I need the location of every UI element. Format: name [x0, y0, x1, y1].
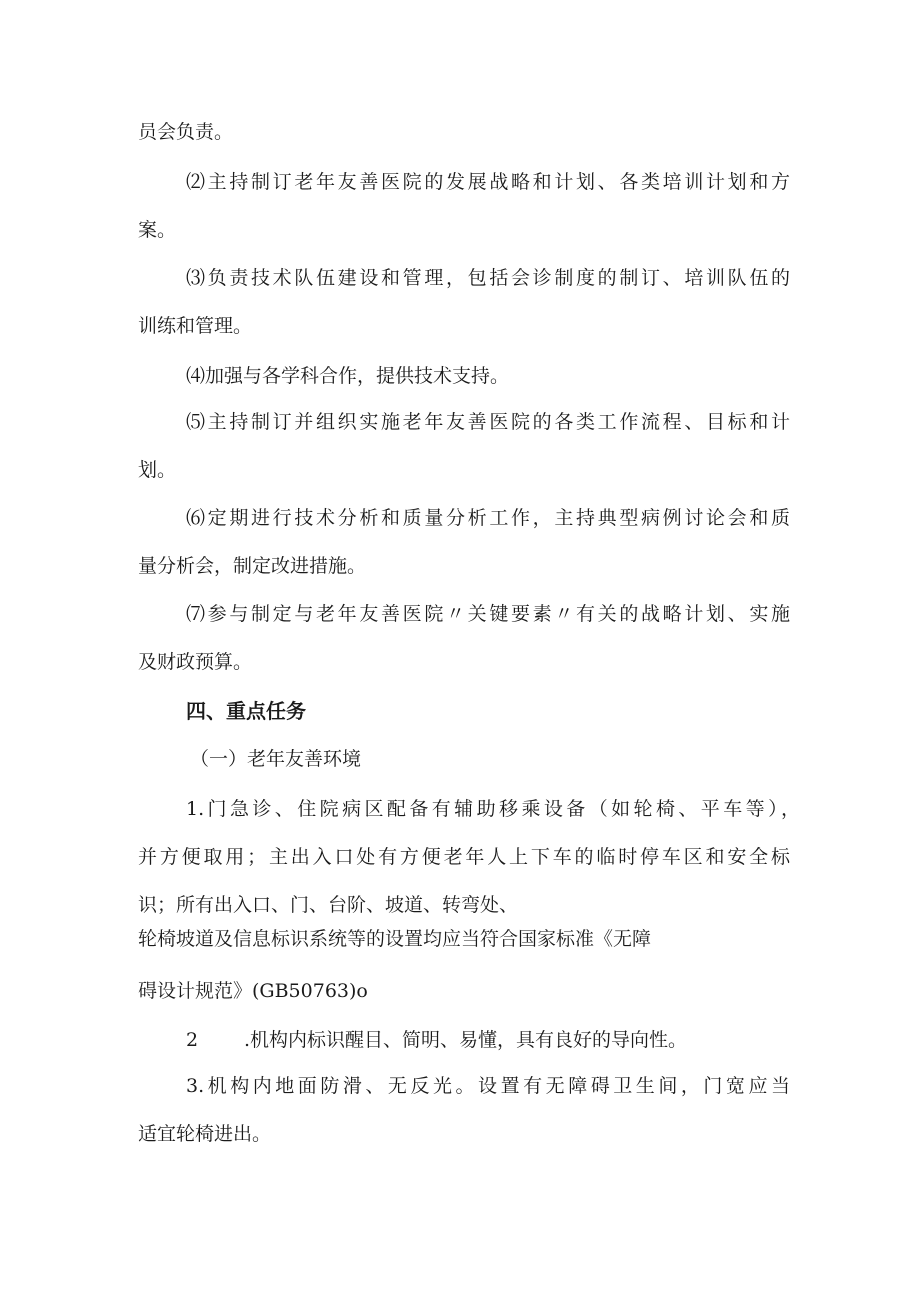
paragraph-line: ⑺参与制定与老年友善医院〃关键要素〃有关的战略计划、实施	[186, 603, 790, 625]
paragraph-line: ⑸主持制订并组织实施老年友善医院的各类工作流程、目标和计	[186, 411, 790, 433]
paragraph-line: 量分析会，制定改进措施。	[138, 555, 367, 577]
list-item-line: 碍设计规范》(GB50763)o	[138, 980, 368, 1002]
list-item-line: 识；所有出入口、门、台阶、坡道、转弯处、	[138, 894, 519, 916]
list-item-line: 3.机构内地面防滑、无反光。设置有无障碍卫生间，门宽应当	[186, 1075, 790, 1097]
paragraph-line: ⑹定期进行技术分析和质量分析工作，主持典型病例讨论会和质	[186, 507, 790, 529]
paragraph-line: ⑵主持制订老年友善医院的发展战略和计划、各类培训计划和方	[186, 171, 790, 193]
paragraph-line: 划。	[138, 459, 177, 481]
list-item-line: 轮椅坡道及信息标识系统等的设置均应当符合国家标准《无障	[138, 928, 652, 950]
list-item-number: 2	[186, 1029, 199, 1051]
paragraph-line: 训练和管理。	[138, 315, 253, 337]
list-item-line: 适宜轮椅进出。	[138, 1123, 272, 1145]
paragraph-line: 案。	[138, 219, 177, 241]
paragraph-line: ⑷加强与各学科合作，提供技术支持。	[186, 365, 510, 387]
paragraph-line: 员会负责。	[138, 121, 234, 143]
list-item-line: 并方便取用；主出入口处有方便老年人上下车的临时停车区和安全标	[138, 846, 790, 868]
subsection-heading: （一）老年友善环境	[190, 748, 362, 770]
paragraph-line: 及财政预算。	[138, 651, 253, 673]
list-item-line: .机构内标识醒目、简明、易懂，具有良好的导向性。	[244, 1029, 688, 1051]
section-heading: 四、重点任务	[186, 699, 306, 723]
list-item-line: 1.门急诊、住院病区配备有辅助移乘设备（如轮椅、平车等），	[186, 798, 800, 820]
paragraph-line: ⑶负责技术队伍建设和管理，包括会诊制度的制订、培训队伍的	[186, 267, 790, 289]
